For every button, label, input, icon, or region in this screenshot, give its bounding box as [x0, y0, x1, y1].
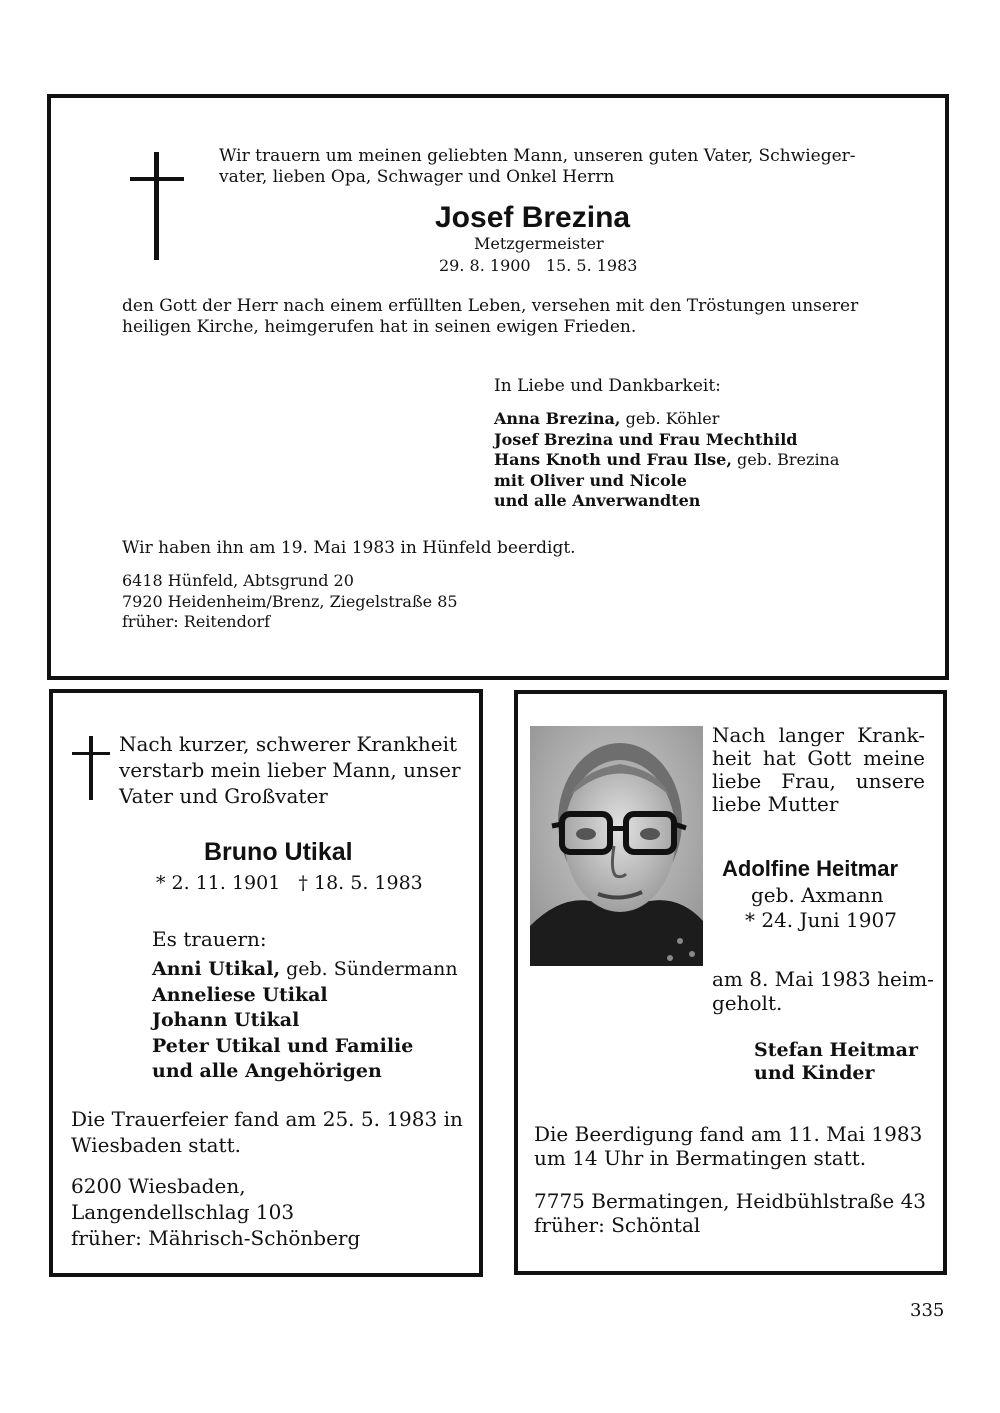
address-block: 6200 Wiesbaden, Langendellschlag 103 früher: Mährisch-Schönberg: [71, 1174, 361, 1250]
birth-name: geb. Axmann: [751, 883, 884, 907]
death-note: am 8. Mai 1983 heim- geholt.: [712, 967, 934, 1015]
birth-date: * 24. Juni 1907: [745, 908, 897, 932]
deceased-name: Adolfine Heitmar: [722, 856, 899, 881]
occupation: Metzgermeister: [474, 234, 604, 253]
funeral-note: Die Beerdigung fand am 11. Mai 1983 um 14 Uhr in Bermatingen statt.: [534, 1122, 923, 1170]
mourner-name: Hans Knoth und Frau Ilse,: [494, 450, 732, 469]
notice-text: den Gott der Herr nach einem erfüllten Leben, versehen mit den Tröstungen unserer heiligen Kirche, heimgerufen hat in seinen ewigen Frieden.: [122, 296, 859, 337]
mourners-list: [754, 1039, 918, 1085]
mourner-name: Anna Brezina,: [494, 409, 621, 428]
mourner-name: Peter Utikal und Familie: [152, 1034, 414, 1057]
mourner-name: und alle Anverwandten: [494, 491, 701, 510]
deceased-name: Josef Brezina: [435, 201, 631, 234]
thanks-heading: In Liebe und Dankbarkeit:: [494, 376, 721, 396]
cross-icon: [72, 736, 110, 800]
cross-icon: [130, 152, 184, 260]
mourner-name: Stefan Heitmar: [754, 1039, 918, 1061]
burial-note: Wir haben ihn am 19. Mai 1983 in Hünfeld beerdigt.: [122, 538, 576, 558]
mourners-heading: Es trauern:: [152, 927, 267, 951]
mourner-name: Anneliese Utikal: [152, 983, 328, 1006]
mourner-name: und alle Angehörigen: [152, 1060, 382, 1082]
portrait-image: [530, 726, 703, 966]
mourner-name: Josef Brezina und Frau Mechthild: [494, 429, 798, 449]
address-block: 6418 Hünfeld, Abtsgrund 20 7920 Heidenheim/Brenz, Ziegelstraße 85 früher: Reitendorf: [122, 571, 458, 631]
deceased-name: Bruno Utikal: [204, 838, 353, 866]
mourner-name: Johann Utikal: [152, 1009, 300, 1031]
mourners-list: Anna Brezina, geb. Köhler Josef Brezina und Frau Mechthild Hans Knoth und Frau Ilse, geb. Brezina mit Oliver und Nicole und alle Anverwandten: [494, 409, 840, 510]
mourners-list: Anni Utikal, geb. Sündermann Anneliese Utikal Johann Utikal Peter Utikal und Familie und alle Angehörigen: [152, 958, 458, 1082]
intro-text: Nach langer Krank- heit hat Gott meine liebe Frau, unsere liebe Mutter: [712, 723, 925, 816]
intro-text: Wir trauern um meinen geliebten Mann, unseren guten Vater, Schwieger- vater, lieben Opa, Schwager und Onkel Herrn: [219, 146, 856, 187]
intro-text: Nach kurzer, schwerer Krankheit verstarb mein lieber Mann, unser Vater und Großvater: [119, 732, 461, 808]
life-dates: * 2. 11. 1901 † 18. 5. 1983: [156, 872, 423, 894]
mourner-name: mit Oliver und Nicole: [494, 470, 687, 490]
mourner-name: Anni Utikal,: [152, 958, 281, 980]
page-number: 335: [910, 1300, 945, 1321]
life-dates: 29. 8. 1900 15. 5. 1983: [439, 256, 638, 275]
mourner-name: und Kinder: [754, 1062, 875, 1084]
portrait-photo: [530, 726, 703, 966]
address-block: 7775 Bermatingen, Heidbühlstraße 43 früher: Schöntal: [534, 1189, 927, 1237]
service-note: Die Trauerfeier fand am 25. 5. 1983 in Wiesbaden statt.: [71, 1107, 463, 1157]
